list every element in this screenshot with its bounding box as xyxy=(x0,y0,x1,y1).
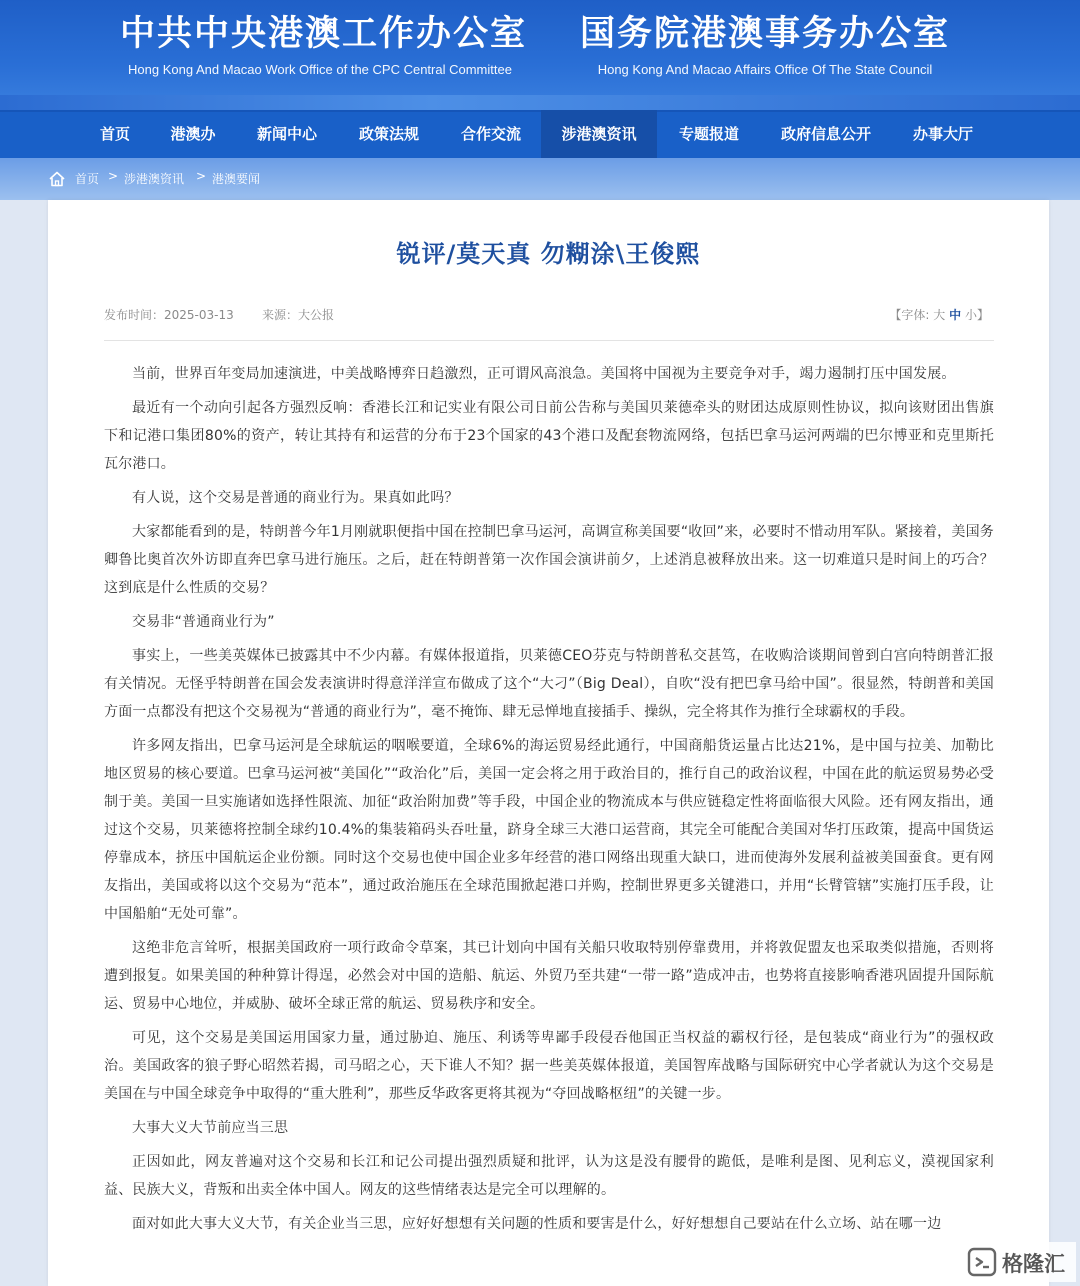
site-banner xyxy=(0,0,1080,110)
section-heading: 交易非“普通商业行为” xyxy=(132,614,275,630)
watermark xyxy=(966,1242,1076,1282)
article-card xyxy=(48,200,1049,1286)
org-left-en: Hong Kong And Macao Work Office of the CPC Central Committee xyxy=(128,62,512,77)
org-right[interactable] xyxy=(580,12,950,80)
breadcrumb-separator: > xyxy=(108,169,119,183)
paragraph: 正因如此，网友普遍对这个交易和长江和记公司提出强烈质疑和批评，认为这是没有腰骨的跪低，是唯利是图、见利忘义，漠视国家利益、民族大义，背叛和出卖全体中国人。网友的这些情绪表达是完全可以理解的。 xyxy=(104,1154,994,1198)
paragraph: 有人说，这个交易是普通的商业行为。果真如此吗？ xyxy=(132,490,459,506)
publish-date: 2025-03-13 xyxy=(164,308,234,322)
paragraph: 事实上，一些美英媒体已披露其中不少内幕。有媒体报道指，贝莱德CEO芬克与特朗普私交甚笃，在收购洽谈期间曾到白宫向特朗普汇报有关情况。无怪乎特朗普在国会发表演讲时得意洋洋宣布做成了这个“大刁”（Big Deal），自吹“没有把巴拿马给中国”。很显然，特朗普和美国方面一点都没有把这个交易视为“普通的商业行为”，毫不掩饰、肆无忌惮地直接插手、操纵，完全将其作为推行全球霸权的手段。 xyxy=(104,648,994,720)
org-left-cn: 中共中央港澳工作办公室 xyxy=(120,14,528,54)
font-size-control xyxy=(889,306,989,323)
font-size-prefix: 【字体: xyxy=(889,308,930,322)
font-size-small-button[interactable]: 小 xyxy=(964,308,977,322)
paragraph: 最近有一个动向引起各方强烈反响：香港长江和记实业有限公司日前公告称与美国贝莱德牵头的财团达成原则性协议，拟向该财团出售旗下和记港口集团80%的资产，转让其持有和运营的分布于23个国家的43个港口及配套物流网络，包括巴拿马运河两端的巴尔博亚和克里斯托瓦尔港口。 xyxy=(104,400,994,472)
nav-item-home[interactable]: 首页 xyxy=(99,125,130,143)
org-right-cn: 国务院港澳事务办公室 xyxy=(580,14,951,54)
source-info xyxy=(262,306,334,323)
home-icon[interactable] xyxy=(48,170,66,188)
org-right-en: Hong Kong And Macao Affairs Office Of The State Council xyxy=(597,62,933,77)
breadcrumb-hkmac-news[interactable]: 港澳要闻 xyxy=(212,172,261,186)
publish-label: 发布时间： xyxy=(104,308,165,322)
font-size-medium-button[interactable]: 中 xyxy=(949,308,962,322)
title-divider xyxy=(104,340,994,341)
nav-item-hkmac-info[interactable]: 涉港澳资讯 xyxy=(541,110,657,158)
watermark-text: 格隆汇 xyxy=(1002,1252,1065,1276)
source-label: 来源： xyxy=(262,308,299,322)
main-nav xyxy=(0,110,1080,158)
nav-item-service[interactable]: 办事大厅 xyxy=(912,125,973,143)
nav-item-gov-info[interactable]: 政府信息公开 xyxy=(780,125,871,143)
publish-info xyxy=(104,306,234,323)
paragraph: 许多网友指出，巴拿马运河是全球航运的咽喉要道，全球6%的海运贸易经此通行，中国商船货运量占比达21%，是中国与拉美、加勒比地区贸易的核心要道。巴拿马运河被“美国化”“政治化”后，美国一定会将之用于政治目的，推行自己的政治议程，中国在此的航运贸易势必受制于美。美国一旦实施诸如选择性限流、加征“政治附加费”等手段，中国企业的物流成本与供应链稳定性将面临很大风险。还有网友指出，通过这个交易，贝莱德将控制全球约10.4%的集装箱码头吞吐量，跻身全球三大港口运营商，其完全可能配合美国对华打压政策，提高中国货运停靠成本，挤压中国航运企业份额。同时这个交易也使中国企业多年经营的港口网络出现重大缺口，进而使海外发展利益被美国蚕食。更有网友指出，美国或将以这个交易为“范本”，通过政治施压在全球范围掀起港口并购，控制世界更多关键港口，并用“长臂管辖”实施打压手段，让中国船舶“无处可靠”。 xyxy=(104,738,994,922)
nav-item-policy[interactable]: 政策法规 xyxy=(358,125,419,143)
font-size-large-button[interactable]: 大 xyxy=(933,308,946,322)
banner-stripe xyxy=(0,95,1080,110)
font-size-suffix: 】 xyxy=(976,308,989,322)
source-name: 大公报 xyxy=(298,308,335,322)
section-heading: 大事大义大节前应当三思 xyxy=(132,1120,289,1136)
nav-item-hkmao[interactable]: 港澳办 xyxy=(170,125,216,143)
paragraph: 面对如此大事大义大节，有关企业当三思，应好好想想有关问题的性质和要害是什么，好好想想自己要站在什么立场、站在哪一边 xyxy=(132,1216,942,1232)
paragraph: 当前，世界百年变局加速演进，中美战略博弈日趋激烈，正可谓风高浪急。美国将中国视为主要竞争对手，竭力遏制打压中国发展。 xyxy=(132,366,956,382)
breadcrumb xyxy=(0,158,1080,200)
paragraph: 这绝非危言耸听，根据美国政府一项行政命令草案，其已计划向中国有关船只收取特别停靠费用，并将敦促盟友也采取类似措施，否则将遭到报复。如果美国的种种算计得逞，必然会对中国的造船、航运、外贸乃至共建“一带一路”造成冲击，也势将直接影响香港巩固提升国际航运、贸易中心地位，并威胁、破坏全球正常的航运、贸易秩序和安全。 xyxy=(104,940,994,1012)
breadcrumb-separator: > xyxy=(196,169,207,183)
nav-item-exchange[interactable]: 合作交流 xyxy=(460,125,521,143)
org-left[interactable] xyxy=(120,12,528,80)
watermark-logo-icon xyxy=(966,1246,998,1278)
paragraph: 可见，这个交易是美国运用国家力量，通过胁迫、施压、利诱等卑鄙手段侵吞他国正当权益的霸权行径，是包装成“商业行为”的强权政治。美国政客的狼子野心昭然若揭，司马昭之心，天下谁人不知？据一些美英媒体报道，美国智库战略与国际研究中心学者就认为这个交易是美国在与中国全球竞争中取得的“重大胜利”，那些反华政客更将其视为“夺回战略枢纽”的关键一步。 xyxy=(104,1030,994,1102)
article-title: 锐评/莫天真 勿糊涂\王俊熙 xyxy=(396,240,701,268)
nav-item-news[interactable]: 新闻中心 xyxy=(256,125,317,143)
nav-item-special[interactable]: 专题报道 xyxy=(678,125,739,143)
breadcrumb-home[interactable]: 首页 xyxy=(75,172,100,186)
breadcrumb-hkmac-info[interactable]: 涉港澳资讯 xyxy=(124,172,185,186)
article-body xyxy=(104,360,994,1244)
paragraph: 大家都能看到的是，特朗普今年1月刚就职便指中国在控制巴拿马运河，高调宣称美国要“收回”来，必要时不惜动用军队。紧接着，美国务卿鲁比奥首次外访即直奔巴拿马进行施压。之后，赶在特朗普第一次作国会演讲前夕，上述消息被释放出来。这一切难道只是时间上的巧合？这到底是什么性质的交易？ xyxy=(104,524,994,596)
